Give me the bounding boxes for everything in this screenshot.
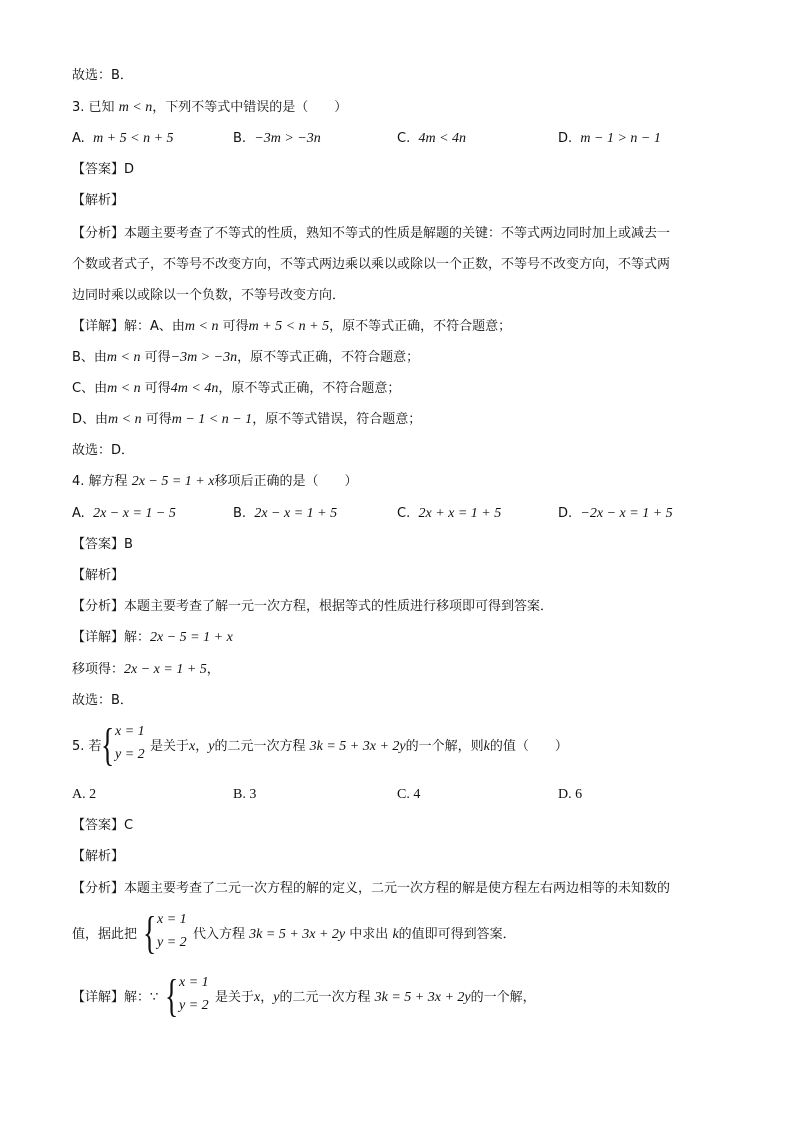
system-y: y = 2 bbox=[115, 747, 145, 762]
brace-icon: { bbox=[143, 907, 157, 958]
brace-icon: { bbox=[101, 719, 115, 770]
brace-icon: { bbox=[165, 970, 179, 1021]
option-a: A. 2 bbox=[72, 787, 97, 802]
jiexi-label: 【解析】 bbox=[72, 568, 125, 583]
q5-prefix: 5. 若 bbox=[72, 739, 102, 754]
option-c: C. 4 bbox=[397, 787, 421, 802]
system-x: x = 1 bbox=[179, 975, 209, 990]
option-c: C. 4m < 4n bbox=[397, 131, 467, 146]
system-x: x = 1 bbox=[115, 724, 145, 739]
analysis-line: 【分析】本题主要考查了解一元一次方程，根据等式的性质进行移项即可得到答案． bbox=[72, 599, 554, 614]
system-y: y = 2 bbox=[179, 998, 209, 1013]
detail-line: 【详解】解：2x − 5 = 1 + x bbox=[72, 630, 233, 645]
detail-line: 【详解】解：A、由m < n 可得m + 5 < n + 5，原不等式正确，不符合题意； bbox=[72, 319, 512, 334]
question-4-stem: 4. 解方程 2x − 5 = 1 + x移项后正确的是（ ） bbox=[72, 474, 358, 489]
jiexi-label: 【解析】 bbox=[72, 849, 125, 864]
analysis-rest: 代入方程 3k = 5 + 3x + 2y 中求出 k的值即可得到答案． bbox=[193, 927, 516, 942]
answer-line: 【答案】C bbox=[72, 818, 134, 833]
choose-line: 故选：D． bbox=[72, 443, 135, 458]
q5-rest: 是关于x，y的二元一次方程 3k = 5 + 3x + 2y的一个解，则k的值（ ） bbox=[150, 739, 568, 754]
system-y: y = 2 bbox=[157, 935, 187, 950]
option-b: B. 2x − x = 1 + 5 bbox=[233, 506, 338, 521]
option-a: A. 2x − x = 1 − 5 bbox=[72, 506, 176, 521]
question-3-stem: 3. 已知 m < n，下列不等式中错误的是（ ） bbox=[72, 100, 348, 115]
detail-line: C、由m < n 可得4m < 4n，原不等式正确，不符合题意； bbox=[72, 381, 401, 396]
analysis-line: 【分析】本题主要考查了不等式的性质，熟知不等式的性质是解题的关键：不等式两边同时加上或减去一 bbox=[72, 226, 671, 241]
option-d: D. 6 bbox=[558, 787, 583, 802]
detail-rest: 是关于x，y的二元一次方程 3k = 5 + 3x + 2y的一个解， bbox=[215, 990, 536, 1005]
jiexi-label: 【解析】 bbox=[72, 193, 125, 208]
analysis-line: 【分析】本题主要考查了二元一次方程的解的定义，二元一次方程的解是使方程左右两边相等的未知数的 bbox=[72, 881, 671, 896]
text-line: 故选：B． bbox=[72, 68, 133, 83]
option-d: D. m − 1 > n − 1 bbox=[558, 131, 661, 146]
detail-line: B、由m < n 可得−3m > −3n，原不等式正确，不符合题意； bbox=[72, 350, 420, 365]
option-a: A. m + 5 < n + 5 bbox=[72, 131, 174, 146]
analysis-line: 个数或者式子，不等号不改变方向，不等式两边乘以乘以或除以一个正数，不等号不改变方向，不等式两 bbox=[72, 257, 671, 272]
analysis-prefix: 值，据此把 bbox=[72, 927, 138, 942]
detail-prefix: 【详解】解：∵ bbox=[72, 990, 159, 1005]
analysis-line: 边同时乘以或除以一个负数，不等号改变方向． bbox=[72, 288, 346, 303]
option-b: B. −3m > −3n bbox=[233, 131, 321, 146]
answer-line: 【答案】D bbox=[72, 162, 135, 177]
option-d: D. −2x − x = 1 + 5 bbox=[558, 506, 673, 521]
option-b: B. 3 bbox=[233, 787, 257, 802]
choose-line: 故选：B． bbox=[72, 693, 133, 708]
detail-line: D、由m < n 可得m − 1 < n − 1，原不等式错误，符合题意； bbox=[72, 412, 422, 427]
detail-line: 移项得：2x − x = 1 + 5， bbox=[72, 662, 220, 677]
option-c: C. 2x + x = 1 + 5 bbox=[397, 506, 502, 521]
answer-line: 【答案】B bbox=[72, 537, 133, 552]
system-x: x = 1 bbox=[157, 912, 187, 927]
